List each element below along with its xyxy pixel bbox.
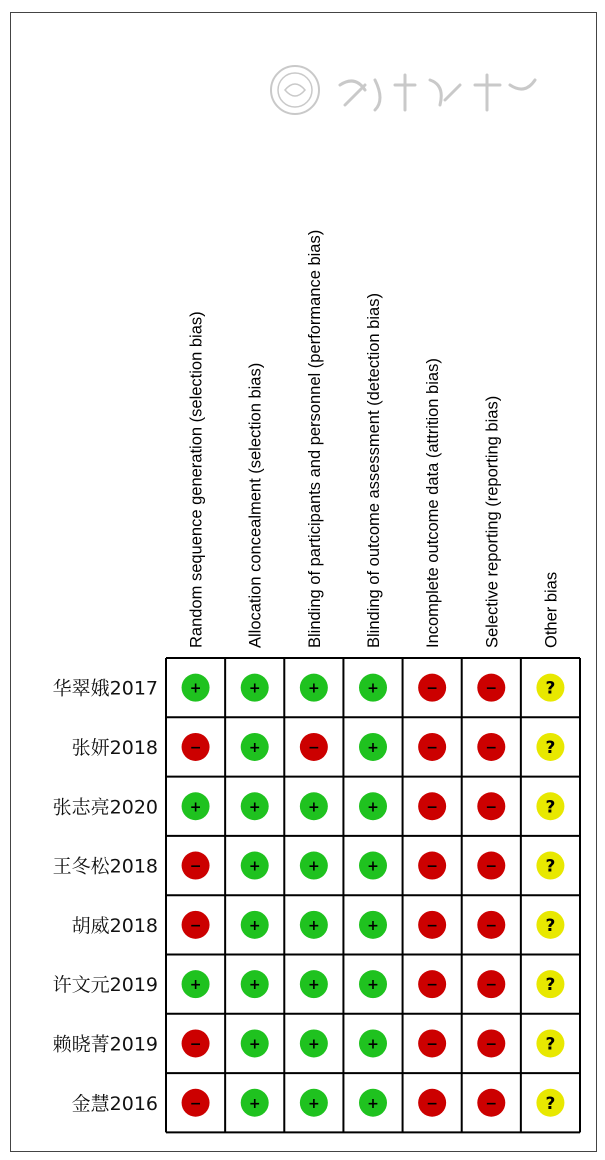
study-label: 张妍2018 bbox=[71, 736, 158, 759]
rating-unclear bbox=[536, 1029, 564, 1057]
rating-symbol: + bbox=[307, 799, 320, 816]
study-label: 金慧2016 bbox=[71, 1092, 158, 1115]
rating-symbol: + bbox=[367, 799, 379, 816]
rating-low bbox=[241, 792, 269, 820]
rating-symbol: ? bbox=[545, 856, 556, 877]
rating-symbol: + bbox=[307, 977, 320, 994]
rating-symbol: + bbox=[367, 1036, 379, 1053]
rating-symbol: − bbox=[485, 977, 498, 994]
rating-symbol: + bbox=[248, 680, 261, 697]
rating-low bbox=[241, 852, 269, 880]
rating-high bbox=[418, 970, 446, 998]
rating-high bbox=[477, 1089, 505, 1117]
rating-symbol: − bbox=[189, 917, 202, 934]
column-label: Selective reporting (reporting bias) bbox=[483, 395, 502, 648]
rating-symbol: − bbox=[485, 739, 498, 756]
rating-symbol: + bbox=[307, 1036, 320, 1053]
rating-symbol: + bbox=[367, 977, 379, 994]
rating-symbol: + bbox=[248, 977, 261, 994]
rating-low bbox=[359, 1089, 387, 1117]
study-label: 胡威2018 bbox=[71, 914, 158, 937]
rating-symbol: − bbox=[426, 799, 439, 816]
column-label: Allocation concealment (selection bias) bbox=[246, 362, 265, 648]
rating-symbol: − bbox=[485, 680, 498, 697]
rating-high bbox=[182, 1089, 210, 1117]
rating-symbol: + bbox=[248, 799, 261, 816]
rating-low bbox=[359, 852, 387, 880]
rating-low bbox=[359, 970, 387, 998]
rating-low bbox=[300, 1029, 328, 1057]
column-label: Blinding of outcome assessment (detection bias) bbox=[365, 293, 383, 648]
rating-symbol: ? bbox=[545, 1093, 556, 1114]
rating-symbol: + bbox=[248, 1036, 261, 1053]
rating-high bbox=[182, 911, 210, 939]
rating-low bbox=[241, 1029, 269, 1057]
rating-low bbox=[359, 792, 387, 820]
rating-symbol: − bbox=[426, 739, 439, 756]
rating-high bbox=[182, 733, 210, 761]
rating-low bbox=[300, 1089, 328, 1117]
rating-symbol: ? bbox=[545, 915, 556, 936]
rating-high bbox=[182, 852, 210, 880]
rating-low bbox=[359, 1029, 387, 1057]
study-label: 华翠娥2017 bbox=[52, 677, 158, 700]
rating-symbol: − bbox=[485, 858, 498, 875]
rating-low bbox=[300, 970, 328, 998]
rating-symbol: ? bbox=[545, 1034, 556, 1055]
rating-symbol: − bbox=[189, 1036, 202, 1053]
study-label: 许文元2019 bbox=[52, 974, 158, 997]
rating-low bbox=[182, 970, 210, 998]
study-label: 王冬松2018 bbox=[52, 855, 158, 878]
rating-symbol: + bbox=[367, 858, 379, 875]
rating-high bbox=[477, 733, 505, 761]
rating-symbol: − bbox=[426, 917, 439, 934]
rating-symbol: + bbox=[248, 739, 261, 756]
rating-high bbox=[477, 970, 505, 998]
rating-unclear bbox=[536, 1089, 564, 1117]
rating-symbol: − bbox=[426, 1095, 439, 1112]
study-label: 张志亮2020 bbox=[52, 796, 158, 819]
rating-symbol: + bbox=[307, 858, 320, 875]
rating-symbol: ? bbox=[545, 975, 556, 996]
rating-symbol: − bbox=[485, 1095, 498, 1112]
rating-symbol: + bbox=[248, 1095, 261, 1112]
rating-low bbox=[241, 1089, 269, 1117]
column-label: Blinding of participants and personnel (performance bias) bbox=[305, 229, 324, 648]
column-label: Incomplete outcome data (attrition bias) bbox=[424, 358, 443, 648]
rating-symbol: − bbox=[189, 858, 202, 875]
rating-symbol: − bbox=[426, 858, 439, 875]
rating-symbol: + bbox=[189, 977, 202, 994]
rating-symbol: − bbox=[307, 739, 320, 756]
rating-low bbox=[182, 792, 210, 820]
rating-symbol: − bbox=[426, 680, 439, 697]
rating-symbol: − bbox=[485, 917, 498, 934]
rating-unclear bbox=[536, 911, 564, 939]
rating-symbol: + bbox=[189, 799, 202, 816]
rating-high bbox=[477, 792, 505, 820]
grid-lines bbox=[166, 658, 580, 1132]
rating-unclear bbox=[536, 970, 564, 998]
rating-symbol: − bbox=[426, 977, 439, 994]
rating-symbol: + bbox=[367, 1095, 379, 1112]
rating-symbol: + bbox=[248, 858, 261, 875]
rating-high bbox=[182, 1029, 210, 1057]
rating-low bbox=[241, 911, 269, 939]
rating-unclear bbox=[536, 792, 564, 820]
rating-symbol: + bbox=[367, 917, 379, 934]
rating-high bbox=[418, 852, 446, 880]
rating-symbol: − bbox=[485, 799, 498, 816]
rating-high bbox=[300, 733, 328, 761]
rating-low bbox=[300, 792, 328, 820]
rating-symbol: + bbox=[367, 680, 379, 697]
rating-high bbox=[418, 911, 446, 939]
rating-symbol: ? bbox=[545, 678, 556, 699]
study-label: 赖晓菁2019 bbox=[52, 1033, 158, 1056]
rating-symbol: − bbox=[189, 739, 202, 756]
rating-symbol: + bbox=[307, 917, 320, 934]
rating-high bbox=[418, 674, 446, 702]
rating-symbol: + bbox=[367, 739, 379, 756]
rating-low bbox=[241, 970, 269, 998]
rating-high bbox=[477, 911, 505, 939]
rating-symbol: ? bbox=[545, 797, 556, 818]
rating-symbol: + bbox=[189, 680, 202, 697]
rating-unclear bbox=[536, 852, 564, 880]
rating-symbol: − bbox=[426, 1036, 439, 1053]
rating-symbol: + bbox=[248, 917, 261, 934]
column-label: Other bias bbox=[542, 571, 561, 648]
rating-low bbox=[300, 674, 328, 702]
rating-low bbox=[300, 911, 328, 939]
rating-high bbox=[418, 792, 446, 820]
rating-symbol: − bbox=[485, 1036, 498, 1053]
column-label: Random sequence generation (selection bias) bbox=[187, 311, 206, 648]
rating-high bbox=[418, 733, 446, 761]
rating-symbol: + bbox=[307, 1095, 320, 1112]
rating-high bbox=[418, 1029, 446, 1057]
rating-low bbox=[182, 674, 210, 702]
rating-high bbox=[477, 674, 505, 702]
rating-unclear bbox=[536, 674, 564, 702]
rating-low bbox=[359, 911, 387, 939]
rating-high bbox=[477, 1029, 505, 1057]
rating-high bbox=[477, 852, 505, 880]
rating-low bbox=[359, 733, 387, 761]
rating-low bbox=[241, 674, 269, 702]
rating-symbol: − bbox=[189, 1095, 202, 1112]
rating-symbol: + bbox=[307, 680, 320, 697]
rating-unclear bbox=[536, 733, 564, 761]
rating-low bbox=[241, 733, 269, 761]
rating-high bbox=[418, 1089, 446, 1117]
rating-low bbox=[300, 852, 328, 880]
rating-low bbox=[359, 674, 387, 702]
rating-symbol: ? bbox=[545, 737, 556, 758]
